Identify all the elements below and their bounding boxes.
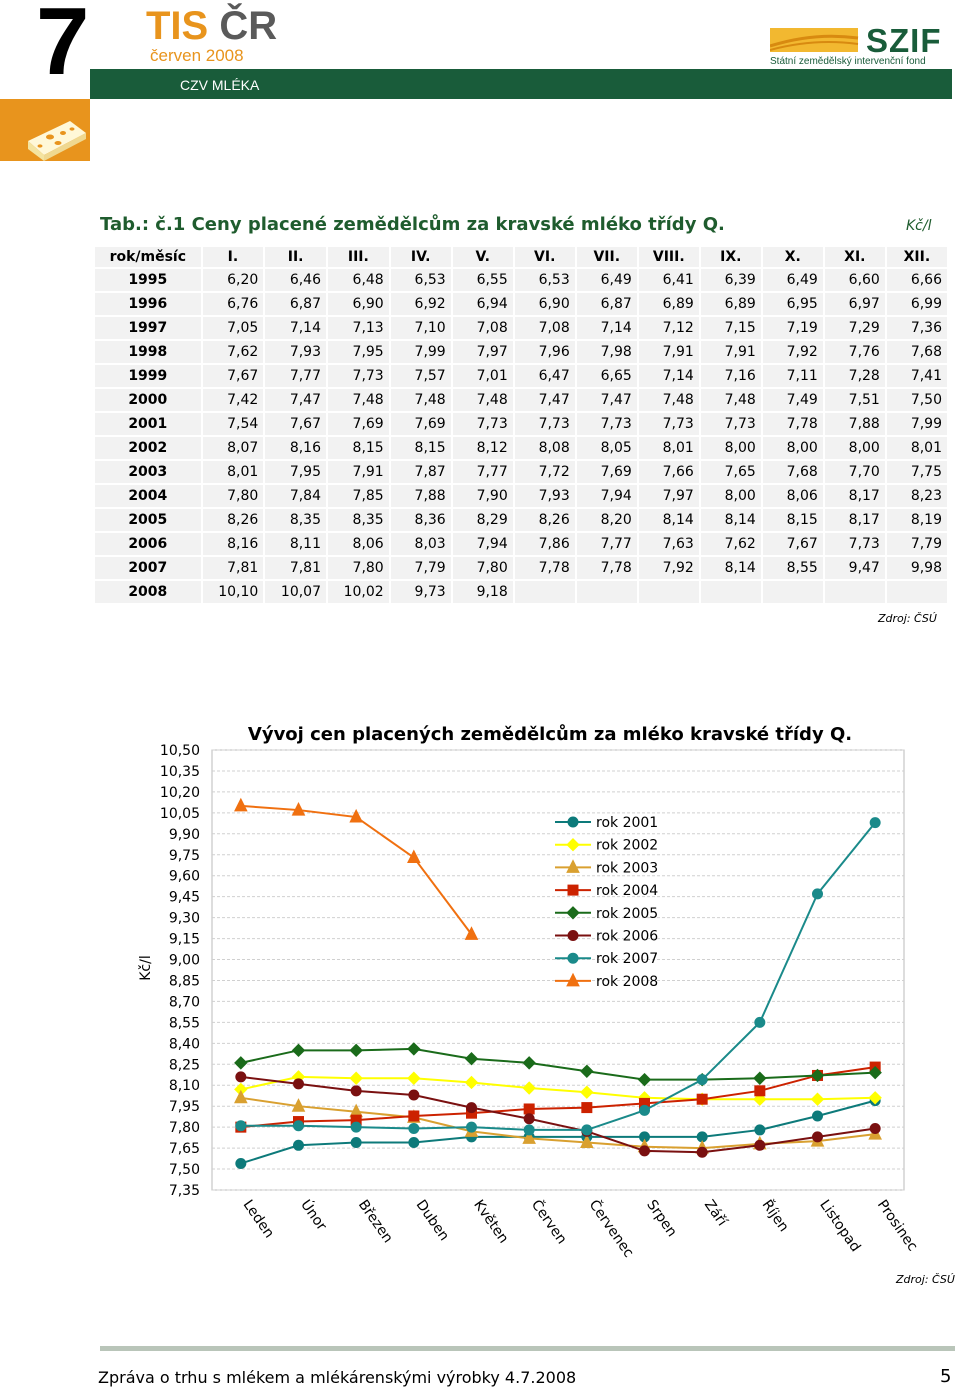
price-cell: 8,00 bbox=[700, 484, 762, 508]
data-point bbox=[582, 1125, 592, 1135]
year-cell: 1995 bbox=[94, 268, 202, 292]
column-header-month: VIII. bbox=[638, 246, 700, 268]
data-point bbox=[755, 1086, 765, 1096]
price-cell: 7,62 bbox=[202, 340, 265, 364]
x-tick-label: Duben bbox=[412, 1197, 453, 1245]
column-header-month: V. bbox=[452, 246, 514, 268]
column-header-month: II. bbox=[264, 246, 327, 268]
data-point bbox=[813, 1111, 823, 1121]
price-cell: 6,39 bbox=[700, 268, 762, 292]
legend-label: rok 2002 bbox=[596, 837, 659, 854]
year-cell: 2004 bbox=[94, 484, 202, 508]
price-cell: 8,07 bbox=[202, 436, 265, 460]
price-cell: 9,18 bbox=[452, 580, 514, 604]
price-cell: 7,88 bbox=[824, 412, 886, 436]
price-cell: 9,47 bbox=[824, 556, 886, 580]
price-cell: 7,73 bbox=[824, 532, 886, 556]
price-cell: 7,67 bbox=[762, 532, 824, 556]
price-cell: 7,99 bbox=[886, 412, 948, 436]
data-point bbox=[524, 1114, 534, 1124]
price-cell: 8,23 bbox=[886, 484, 948, 508]
price-cell: 7,47 bbox=[514, 388, 576, 412]
column-header-month: I. bbox=[202, 246, 265, 268]
price-cell: 7,08 bbox=[452, 316, 514, 340]
y-tick-label: 8,10 bbox=[168, 1078, 200, 1095]
price-cell: 7,12 bbox=[638, 316, 700, 340]
brand-name: TIS bbox=[146, 4, 209, 48]
price-cell: 10,10 bbox=[202, 580, 265, 604]
price-cell: 7,48 bbox=[452, 388, 514, 412]
data-point bbox=[294, 1121, 304, 1131]
price-cell: 8,00 bbox=[762, 436, 824, 460]
price-cell: 7,67 bbox=[264, 412, 327, 436]
price-cell: 7,79 bbox=[886, 532, 948, 556]
price-cell: 7,97 bbox=[452, 340, 514, 364]
price-cell: 10,07 bbox=[264, 580, 327, 604]
szif-logo-subtitle: Státní zemědělský intervenční fond bbox=[770, 56, 926, 67]
price-cell: 7,73 bbox=[452, 412, 514, 436]
price-cell: 7,69 bbox=[390, 412, 452, 436]
price-cell: 8,29 bbox=[452, 508, 514, 532]
data-point bbox=[236, 1121, 246, 1131]
price-cell: 6,47 bbox=[514, 364, 576, 388]
price-cell: 7,75 bbox=[886, 460, 948, 484]
price-cell: 6,49 bbox=[762, 268, 824, 292]
price-cell: 8,17 bbox=[824, 484, 886, 508]
price-cell: 7,69 bbox=[576, 460, 638, 484]
x-tick-label: Leden bbox=[239, 1197, 278, 1242]
legend-label: rok 2001 bbox=[596, 815, 659, 831]
plot-area bbox=[212, 750, 904, 1190]
chapter-number: 7 bbox=[36, 0, 88, 95]
price-cell: 7,14 bbox=[638, 364, 700, 388]
price-cell: 7,77 bbox=[576, 532, 638, 556]
price-cell: 9,98 bbox=[886, 556, 948, 580]
price-cell: 8,15 bbox=[762, 508, 824, 532]
legend-label: rok 2003 bbox=[596, 860, 659, 877]
price-cell: 7,95 bbox=[327, 340, 390, 364]
price-cell: 8,00 bbox=[824, 436, 886, 460]
price-cell: 6,53 bbox=[514, 268, 576, 292]
price-cell: 7,88 bbox=[390, 484, 452, 508]
price-cell: 7,91 bbox=[327, 460, 390, 484]
price-cell: 7,42 bbox=[202, 388, 265, 412]
legend-marker bbox=[568, 931, 578, 941]
price-cell: 7,80 bbox=[452, 556, 514, 580]
price-cell: 7,73 bbox=[576, 412, 638, 436]
price-cell: 7,87 bbox=[390, 460, 452, 484]
price-cell: 7,99 bbox=[390, 340, 452, 364]
price-cell: 7,11 bbox=[762, 364, 824, 388]
year-cell: 1997 bbox=[94, 316, 202, 340]
year-cell: 2002 bbox=[94, 436, 202, 460]
price-cell: 10,02 bbox=[327, 580, 390, 604]
price-cell: 6,87 bbox=[264, 292, 327, 316]
chart-title: Vývoj cen placených zemědělcům za mléko kravské třídy Q. bbox=[247, 724, 853, 745]
price-cell: 7,14 bbox=[264, 316, 327, 340]
price-cell: 8,55 bbox=[762, 556, 824, 580]
price-cell: 7,94 bbox=[576, 484, 638, 508]
price-cell: 6,90 bbox=[514, 292, 576, 316]
price-cell: 8,15 bbox=[327, 436, 390, 460]
legend-label: rok 2005 bbox=[596, 905, 659, 922]
data-point bbox=[467, 1103, 477, 1113]
price-cell: 6,41 bbox=[638, 268, 700, 292]
price-cell: 7,78 bbox=[576, 556, 638, 580]
data-point bbox=[351, 1138, 361, 1148]
price-cell: 6,60 bbox=[824, 268, 886, 292]
price-cell: 8,15 bbox=[390, 436, 452, 460]
data-point bbox=[409, 1124, 419, 1134]
price-cell: 7,49 bbox=[762, 388, 824, 412]
issue-date: červen 2008 bbox=[150, 46, 244, 65]
x-tick-label: Květen bbox=[470, 1197, 512, 1247]
price-cell: 6,46 bbox=[264, 268, 327, 292]
legend-marker bbox=[568, 817, 578, 827]
price-cell: 7,47 bbox=[576, 388, 638, 412]
price-cell: 7,50 bbox=[886, 388, 948, 412]
price-cell: 8,16 bbox=[202, 532, 265, 556]
price-cell: 7,28 bbox=[824, 364, 886, 388]
price-cell: 8,03 bbox=[390, 532, 452, 556]
price-cell: 7,65 bbox=[700, 460, 762, 484]
y-tick-label: 9,60 bbox=[168, 868, 200, 885]
price-cell: 6,92 bbox=[390, 292, 452, 316]
price-cell: 7,05 bbox=[202, 316, 265, 340]
price-cell: 7,81 bbox=[264, 556, 327, 580]
y-tick-label: 7,80 bbox=[168, 1120, 200, 1137]
y-tick-label: 9,90 bbox=[168, 826, 200, 843]
year-cell: 2000 bbox=[94, 388, 202, 412]
price-cell: 7,10 bbox=[390, 316, 452, 340]
x-tick-label: Září bbox=[700, 1197, 730, 1230]
column-header-month: VII. bbox=[576, 246, 638, 268]
year-cell: 2007 bbox=[94, 556, 202, 580]
price-cell: 7,77 bbox=[264, 364, 327, 388]
price-cell: 7,72 bbox=[514, 460, 576, 484]
year-cell: 1999 bbox=[94, 364, 202, 388]
price-cell: 8,36 bbox=[390, 508, 452, 532]
x-tick-label: Říjen bbox=[758, 1197, 792, 1235]
y-tick-label: 10,50 bbox=[159, 743, 200, 759]
brand-country: ČR bbox=[219, 4, 278, 48]
data-point bbox=[697, 1147, 707, 1157]
price-cell: 7,94 bbox=[452, 532, 514, 556]
section-label: CZV MLÉKA bbox=[180, 77, 260, 93]
price-cell: 7,84 bbox=[264, 484, 327, 508]
price-cell: 7,93 bbox=[264, 340, 327, 364]
legend-label: rok 2004 bbox=[596, 883, 659, 900]
year-cell: 1996 bbox=[94, 292, 202, 316]
price-cell: 6,48 bbox=[327, 268, 390, 292]
y-tick-label: 9,75 bbox=[168, 847, 200, 864]
price-cell: 8,35 bbox=[264, 508, 327, 532]
price-cell: 6,76 bbox=[202, 292, 265, 316]
column-header-month: IX. bbox=[700, 246, 762, 268]
price-cell: 7,08 bbox=[514, 316, 576, 340]
price-cell: 8,01 bbox=[886, 436, 948, 460]
year-cell: 2005 bbox=[94, 508, 202, 532]
price-cell: 7,68 bbox=[762, 460, 824, 484]
y-tick-label: 7,95 bbox=[168, 1099, 200, 1116]
year-cell: 2006 bbox=[94, 532, 202, 556]
price-cell: 6,66 bbox=[886, 268, 948, 292]
price-cell: 7,92 bbox=[638, 556, 700, 580]
chart-source: Zdroj: ČSÚ bbox=[896, 1273, 955, 1286]
y-tick-label: 8,40 bbox=[168, 1036, 200, 1053]
price-cell: 8,14 bbox=[638, 508, 700, 532]
legend-marker bbox=[568, 885, 578, 895]
price-cell: 7,81 bbox=[202, 556, 265, 580]
price-cell: 8,16 bbox=[264, 436, 327, 460]
footer-divider bbox=[100, 1346, 955, 1351]
page-number: 5 bbox=[940, 1366, 952, 1387]
y-tick-label: 7,65 bbox=[168, 1141, 200, 1158]
price-cell: 8,17 bbox=[824, 508, 886, 532]
column-header-month: IV. bbox=[390, 246, 452, 268]
price-cell: 7,78 bbox=[762, 412, 824, 436]
data-point bbox=[870, 818, 880, 828]
price-cell: 7,73 bbox=[327, 364, 390, 388]
data-point bbox=[755, 1140, 765, 1150]
szif-logo-text: SZIF bbox=[866, 22, 942, 59]
data-point bbox=[409, 1090, 419, 1100]
price-cell: 7,79 bbox=[390, 556, 452, 580]
price-cell: 6,87 bbox=[576, 292, 638, 316]
data-point bbox=[813, 889, 823, 899]
y-tick-label: 7,50 bbox=[168, 1162, 200, 1179]
column-header-month: XII. bbox=[886, 246, 948, 268]
y-tick-label: 7,35 bbox=[168, 1183, 200, 1199]
price-cell: 7,57 bbox=[390, 364, 452, 388]
data-point bbox=[294, 1079, 304, 1089]
price-cell: 7,80 bbox=[327, 556, 390, 580]
price-cell: 6,95 bbox=[762, 292, 824, 316]
price-cell: 8,08 bbox=[514, 436, 576, 460]
year-cell: 2003 bbox=[94, 460, 202, 484]
price-cell: 7,48 bbox=[390, 388, 452, 412]
y-tick-label: 10,05 bbox=[159, 805, 200, 822]
table-title: Tab.: č.1 Ceny placené zemědělcům za kravské mléko třídy Q. bbox=[100, 214, 725, 235]
x-tick-label: Červenec bbox=[585, 1197, 637, 1261]
price-cell: 6,90 bbox=[327, 292, 390, 316]
price-cell: 6,97 bbox=[824, 292, 886, 316]
price-cell: 7,97 bbox=[638, 484, 700, 508]
price-cell: 8,20 bbox=[576, 508, 638, 532]
x-tick-label: Srpen bbox=[643, 1197, 680, 1240]
data-point bbox=[697, 1075, 707, 1085]
price-cell: 7,14 bbox=[576, 316, 638, 340]
price-cell: 6,49 bbox=[576, 268, 638, 292]
price-cell: 8,05 bbox=[576, 436, 638, 460]
data-point bbox=[236, 1072, 246, 1082]
y-tick-label: 10,35 bbox=[159, 763, 200, 780]
data-point bbox=[524, 1125, 534, 1135]
price-cell: 8,26 bbox=[202, 508, 265, 532]
y-tick-label: 9,45 bbox=[168, 889, 200, 906]
price-cell: 7,54 bbox=[202, 412, 265, 436]
price-cell: 8,01 bbox=[202, 460, 265, 484]
price-cell: 7,36 bbox=[886, 316, 948, 340]
price-cell: 7,15 bbox=[700, 316, 762, 340]
price-cell: 7,91 bbox=[700, 340, 762, 364]
column-header-month: X. bbox=[762, 246, 824, 268]
price-cell: 7,69 bbox=[327, 412, 390, 436]
column-header-month: VI. bbox=[514, 246, 576, 268]
footer-text: Zpráva o trhu s mlékem a mlékárenskými výrobky 4.7.2008 bbox=[98, 1368, 577, 1387]
price-cell: 8,06 bbox=[762, 484, 824, 508]
price-cell: 7,13 bbox=[327, 316, 390, 340]
price-cell: 7,48 bbox=[327, 388, 390, 412]
x-tick-label: Březen bbox=[354, 1197, 396, 1247]
price-cell: 7,92 bbox=[762, 340, 824, 364]
column-header-month: III. bbox=[327, 246, 390, 268]
price-cell: 6,89 bbox=[638, 292, 700, 316]
price-cell: 7,77 bbox=[452, 460, 514, 484]
data-point bbox=[755, 1125, 765, 1135]
price-cell: 7,01 bbox=[452, 364, 514, 388]
price-cell: 6,89 bbox=[700, 292, 762, 316]
y-tick-label: 8,85 bbox=[168, 973, 200, 990]
price-cell: 6,20 bbox=[202, 268, 265, 292]
table-source: Zdroj: ČSÚ bbox=[878, 612, 937, 625]
price-cell: 6,55 bbox=[452, 268, 514, 292]
x-tick-label: Únor bbox=[297, 1197, 330, 1234]
price-cell: 8,12 bbox=[452, 436, 514, 460]
y-tick-label: 9,00 bbox=[168, 952, 200, 969]
price-cell: 8,14 bbox=[700, 556, 762, 580]
table-unit: Kč/l bbox=[906, 218, 932, 234]
price-cell: 7,90 bbox=[452, 484, 514, 508]
data-point bbox=[236, 1158, 246, 1168]
year-cell: 1998 bbox=[94, 340, 202, 364]
price-cell: 9,73 bbox=[390, 580, 452, 604]
price-cell: 7,93 bbox=[514, 484, 576, 508]
price-cell: 7,16 bbox=[700, 364, 762, 388]
price-cell: 7,66 bbox=[638, 460, 700, 484]
x-tick-label: Listopad bbox=[816, 1197, 864, 1255]
data-point bbox=[640, 1105, 650, 1115]
price-cell: 7,91 bbox=[638, 340, 700, 364]
price-cell: 6,99 bbox=[886, 292, 948, 316]
price-cell: 7,41 bbox=[886, 364, 948, 388]
price-cell: 7,29 bbox=[824, 316, 886, 340]
x-tick-label: Prosinec bbox=[873, 1197, 921, 1255]
price-cell: 6,65 bbox=[576, 364, 638, 388]
price-cell: 8,19 bbox=[886, 508, 948, 532]
price-cell: 7,48 bbox=[638, 388, 700, 412]
data-point bbox=[409, 1138, 419, 1148]
price-cell: 7,78 bbox=[514, 556, 576, 580]
price-cell: 6,94 bbox=[452, 292, 514, 316]
price-cell: 7,68 bbox=[886, 340, 948, 364]
price-cell: 7,67 bbox=[202, 364, 265, 388]
price-cell: 7,70 bbox=[824, 460, 886, 484]
price-cell: 7,95 bbox=[264, 460, 327, 484]
data-point bbox=[640, 1146, 650, 1156]
y-axis-label: Kč/l bbox=[138, 955, 154, 981]
year-cell: 2008 bbox=[94, 580, 202, 604]
data-point bbox=[524, 1104, 534, 1114]
y-tick-label: 10,20 bbox=[159, 784, 200, 801]
price-cell: 7,98 bbox=[576, 340, 638, 364]
price-cell: 7,86 bbox=[514, 532, 576, 556]
price-cell: 7,96 bbox=[514, 340, 576, 364]
price-cell: 8,00 bbox=[700, 436, 762, 460]
data-point bbox=[813, 1132, 823, 1142]
price-cell: 6,53 bbox=[390, 268, 452, 292]
price-cell: 7,51 bbox=[824, 388, 886, 412]
price-cell: 7,62 bbox=[700, 532, 762, 556]
x-tick-label: Červen bbox=[527, 1197, 570, 1248]
data-point bbox=[870, 1124, 880, 1134]
y-tick-label: 8,55 bbox=[168, 1015, 200, 1032]
data-point bbox=[351, 1086, 361, 1096]
y-tick-label: 9,30 bbox=[168, 910, 200, 927]
y-tick-label: 8,25 bbox=[168, 1057, 200, 1074]
legend-marker bbox=[568, 953, 578, 963]
price-cell: 8,14 bbox=[700, 508, 762, 532]
data-point bbox=[582, 1103, 592, 1113]
price-cell: 8,11 bbox=[264, 532, 327, 556]
price-cell: 7,63 bbox=[638, 532, 700, 556]
price-cell: 7,73 bbox=[514, 412, 576, 436]
price-cell: 7,73 bbox=[638, 412, 700, 436]
price-cell: 8,06 bbox=[327, 532, 390, 556]
price-cell: 7,73 bbox=[700, 412, 762, 436]
data-point bbox=[294, 1140, 304, 1150]
price-cell: 7,19 bbox=[762, 316, 824, 340]
legend-label: rok 2006 bbox=[596, 928, 659, 945]
price-cell: 8,26 bbox=[514, 508, 576, 532]
legend-label: rok 2007 bbox=[596, 951, 659, 968]
column-header-year: rok/měsíc bbox=[94, 246, 202, 268]
y-tick-label: 8,70 bbox=[168, 994, 200, 1011]
y-tick-label: 9,15 bbox=[168, 931, 200, 948]
price-cell: 8,01 bbox=[638, 436, 700, 460]
price-cell: 7,76 bbox=[824, 340, 886, 364]
data-point bbox=[351, 1122, 361, 1132]
data-point bbox=[697, 1094, 707, 1104]
column-header-month: XI. bbox=[824, 246, 886, 268]
data-point bbox=[755, 1017, 765, 1027]
year-cell: 2001 bbox=[94, 412, 202, 436]
price-cell: 8,35 bbox=[327, 508, 390, 532]
price-cell: 7,80 bbox=[202, 484, 265, 508]
price-cell: 7,48 bbox=[700, 388, 762, 412]
data-point bbox=[409, 1111, 419, 1121]
data-point bbox=[467, 1122, 477, 1132]
price-cell: 7,47 bbox=[264, 388, 327, 412]
legend-label: rok 2008 bbox=[596, 973, 659, 990]
price-cell: 7,85 bbox=[327, 484, 390, 508]
